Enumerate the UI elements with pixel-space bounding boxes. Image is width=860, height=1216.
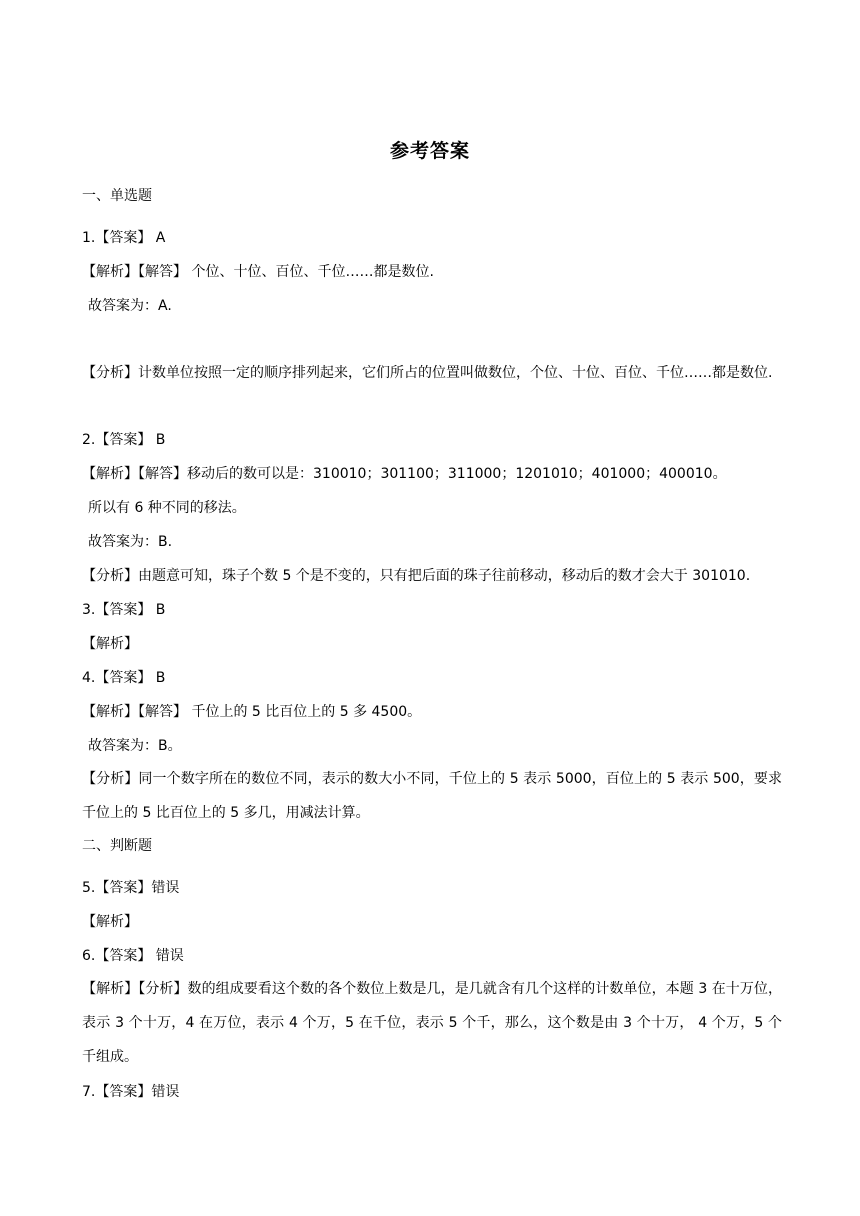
explanation-1: 【解析】【解答】 个位、十位、百位、千位……都是数位. bbox=[82, 264, 434, 280]
answer-2: 2.【答案】 B bbox=[82, 432, 166, 448]
explanation-2: 【解析】【解答】移动后的数可以是：310010；301100；311000；1201010；401000；400010。 bbox=[82, 466, 727, 482]
answer-7: 7.【答案】错误 bbox=[82, 1084, 180, 1100]
answer-3: 3.【答案】 B bbox=[82, 602, 166, 618]
explanation-4: 【解析】【解答】 千位上的 5 比百位上的 5 多 4500。 bbox=[82, 704, 422, 720]
explanation-6: 【解析】【分析】数的组成要看这个数的各个数位上数是几，是几就含有几个这样的计数单位，本题 3 在十万位，表示 3 个十万，4 在万位，表示 4 个万，5 在千位，表示 5 个千，那么，这个数是由 3 个十万， 4 个万，5 个千组成。 bbox=[82, 981, 782, 1065]
note-2: 所以有 6 种不同的移法。 bbox=[88, 500, 246, 516]
conclusion-1: 故答案为：A. bbox=[88, 298, 172, 314]
section-heading-single-choice: 一、单选题 bbox=[82, 188, 152, 204]
answer-5: 5.【答案】错误 bbox=[82, 880, 180, 896]
conclusion-2: 故答案为：B. bbox=[88, 534, 173, 550]
answer-1: 1.【答案】 A bbox=[82, 230, 166, 246]
conclusion-4: 故答案为：B。 bbox=[88, 738, 182, 754]
page-title: 参考答案 bbox=[389, 140, 470, 162]
answer-4: 4.【答案】 B bbox=[82, 670, 166, 686]
explanation-3: 【解析】 bbox=[82, 636, 138, 652]
answer-6: 6.【答案】 错误 bbox=[82, 948, 184, 964]
analysis-1: 【分析】计数单位按照一定的顺序排列起来，它们所占的位置叫做数位，个位、十位、百位、千位……都是数位. bbox=[82, 365, 773, 381]
analysis-2: 【分析】由题意可知，珠子个数 5 个是不变的，只有把后面的珠子往前移动，移动后的数才会大于 301010. bbox=[82, 568, 751, 584]
section-heading-true-false: 二、判断题 bbox=[82, 838, 152, 854]
explanation-5: 【解析】 bbox=[82, 914, 138, 930]
analysis-4: 【分析】同一个数字所在的数位不同，表示的数大小不同，千位上的 5 表示 5000，百位上的 5 表示 500，要求千位上的 5 比百位上的 5 多几，用减法计算。 bbox=[82, 771, 782, 821]
